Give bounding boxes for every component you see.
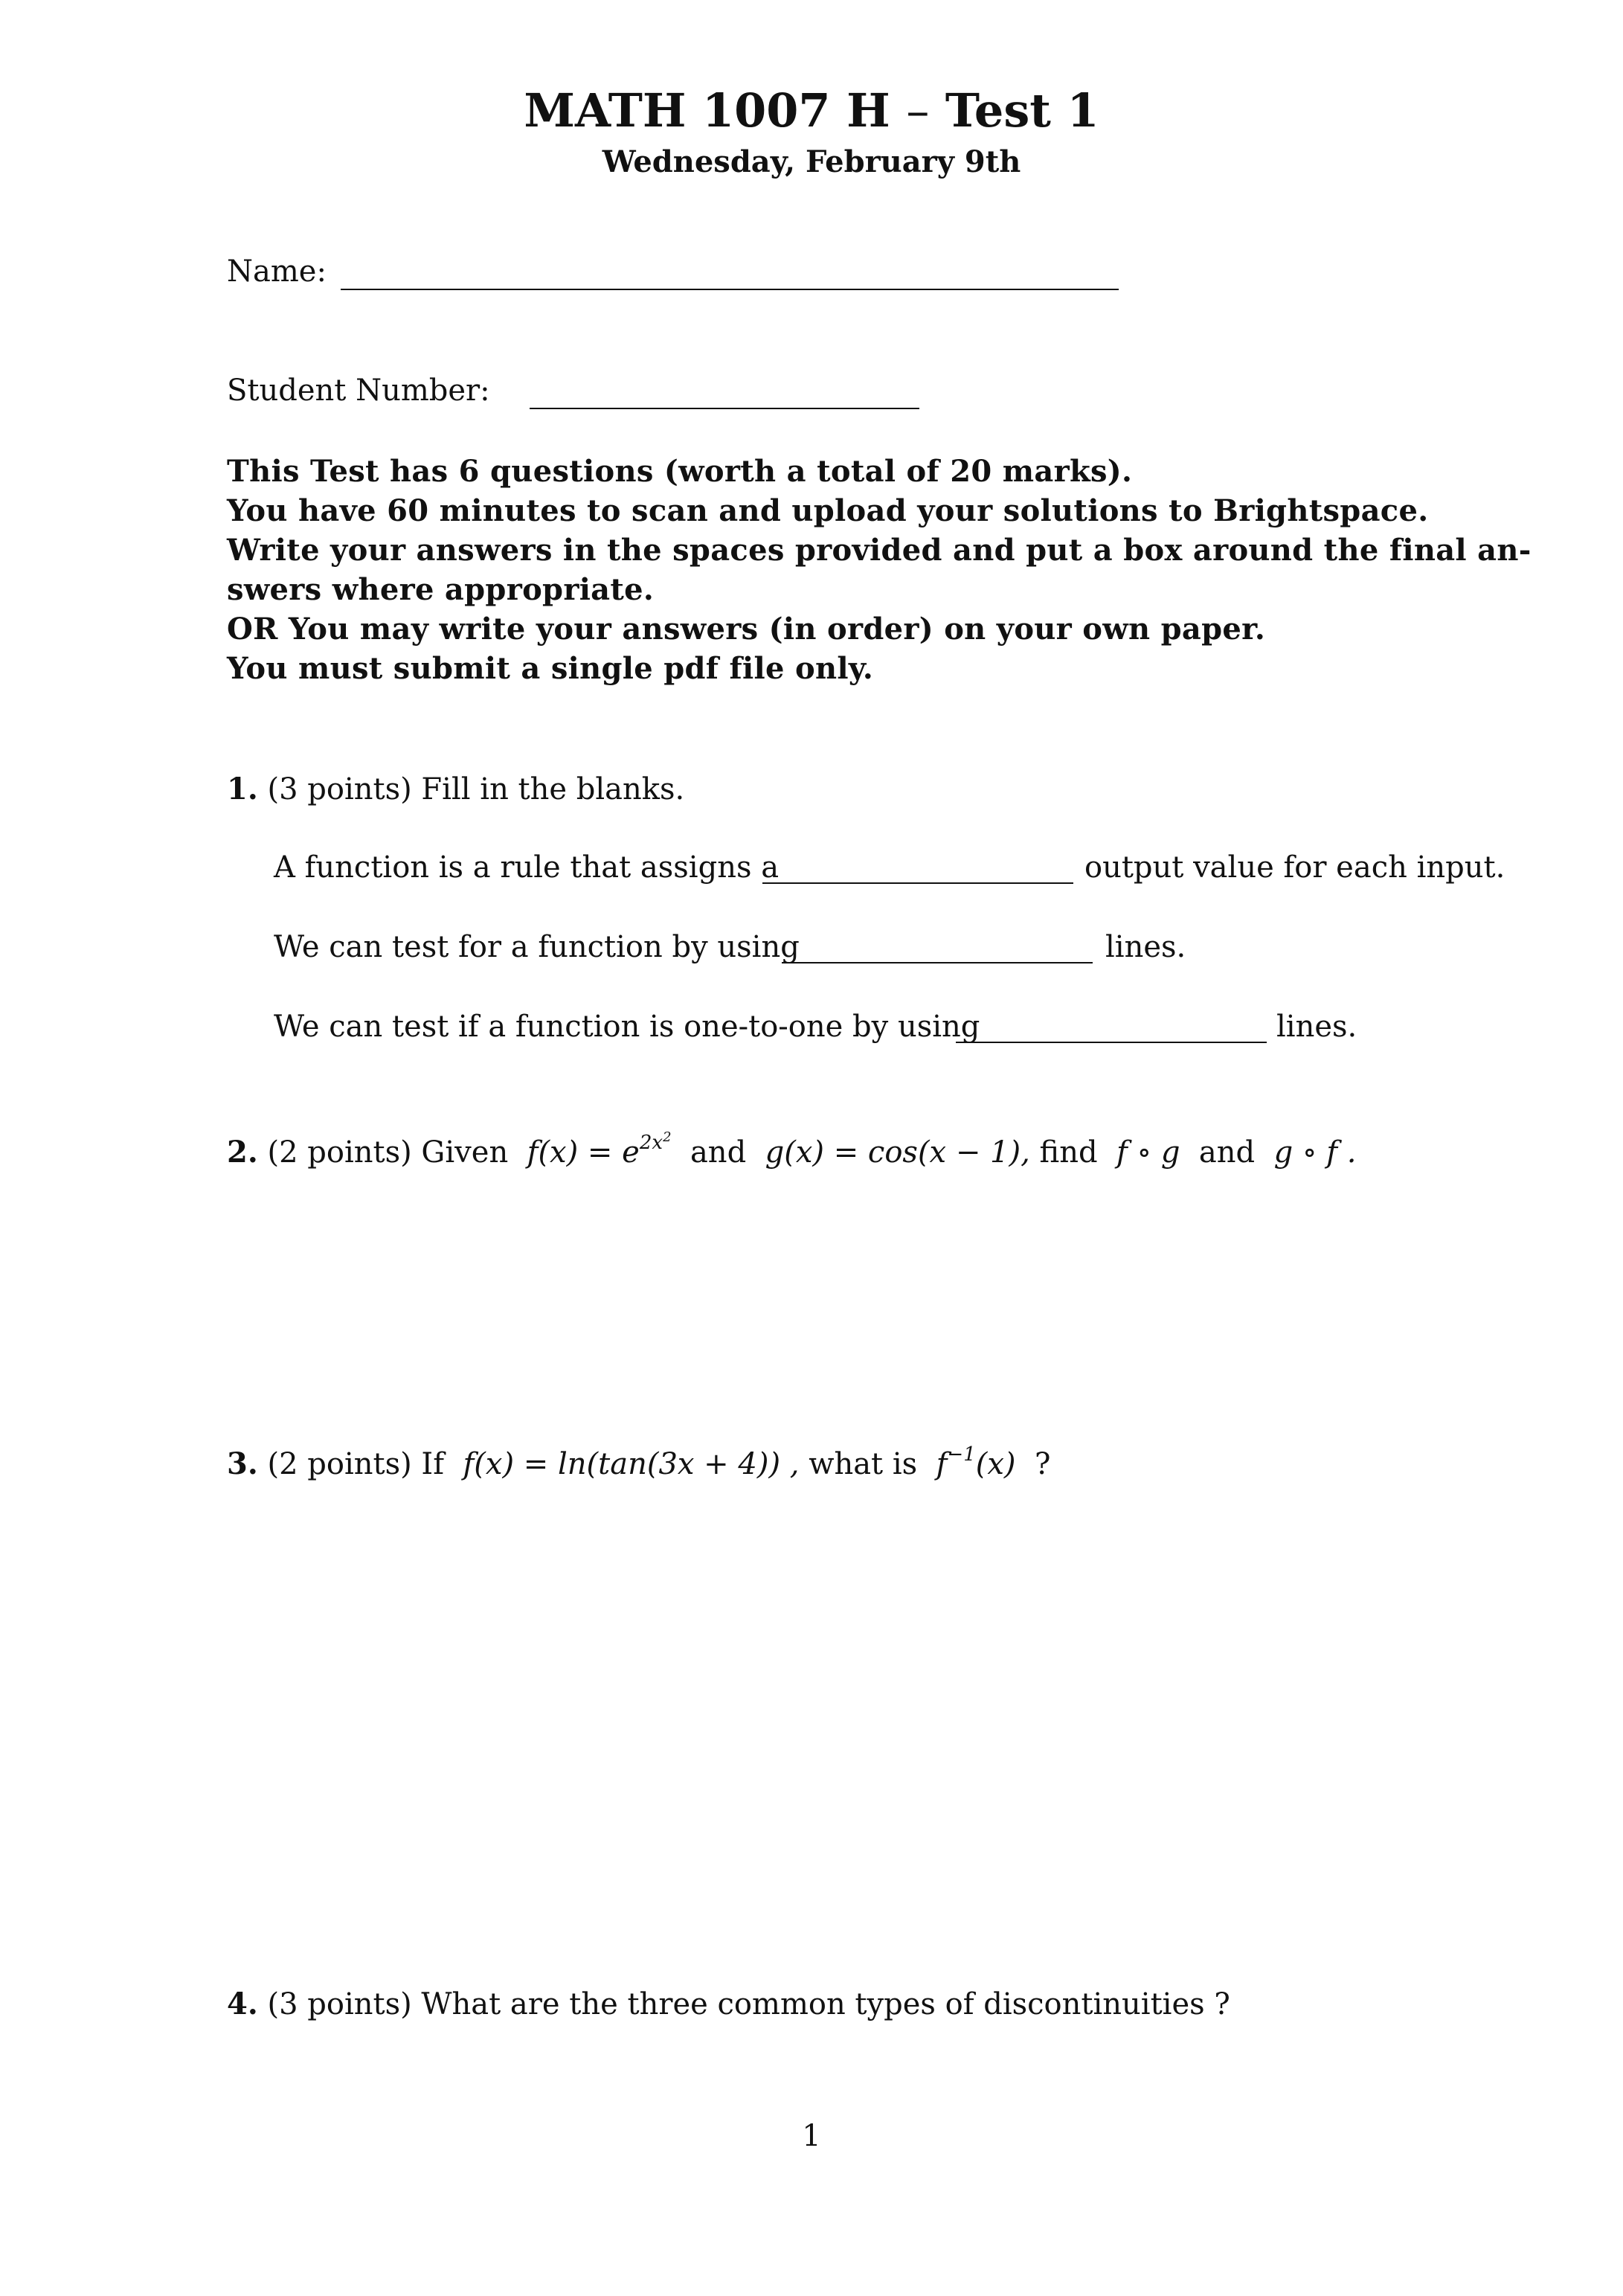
title-dash: – — [906, 83, 930, 138]
blank-1-before: A function is a rule that assigns a — [274, 850, 780, 885]
instruction-line: You must submit a single pdf file only. — [227, 651, 874, 686]
question-2 — [227, 1129, 1356, 1170]
blank-2-after: lines. — [1105, 930, 1186, 964]
blank-1-after: output value for each input. — [1084, 850, 1505, 885]
name-label: Name: — [227, 254, 327, 289]
title-course: MATH 1007 H — [524, 83, 890, 138]
question-points: (3 points) — [267, 1987, 412, 2021]
page-subtitle: Wednesday, February 9th — [602, 144, 1021, 179]
blank-3-after: lines. — [1276, 1010, 1357, 1044]
blank-2-field[interactable] — [782, 962, 1093, 963]
f-definition: f(x) = ln(tan(3x + 4)) , — [463, 1447, 800, 1481]
student-number-field[interactable] — [530, 408, 919, 409]
page-number: 1 — [802, 2119, 821, 2153]
question-given: Given — [421, 1135, 509, 1170]
question-points: (2 points) — [267, 1447, 412, 1481]
conjunction-and: and — [690, 1135, 747, 1170]
question-number: 2. — [227, 1135, 258, 1170]
instruction-line: Write your answers in the spaces provided and put a box around the final an- — [227, 533, 1532, 568]
question-mark: ? — [1034, 1447, 1051, 1481]
student-number-label: Student Number: — [227, 373, 490, 408]
question-text: Fill in the blanks. — [421, 772, 685, 807]
instruction-line: You have 60 minutes to scan and upload your solutions to Brightspace. — [227, 493, 1429, 528]
question-what-is: what is — [809, 1447, 918, 1481]
g-definition: g(x) = cos(x − 1), — [765, 1135, 1030, 1170]
title-test: Test 1 — [945, 83, 1099, 138]
question-3 — [227, 1443, 1050, 1481]
conjunction-and: and — [1198, 1135, 1256, 1170]
composition-g-f: g ∘ f . — [1273, 1135, 1357, 1170]
composition-f-g: f ∘ g — [1116, 1135, 1180, 1170]
question-1 — [227, 772, 684, 807]
f-inverse: $f^{-1}(x)$ — [936, 1443, 1016, 1481]
question-find: find — [1039, 1135, 1098, 1170]
instruction-line: swers where appropriate. — [227, 572, 655, 607]
page-title — [0, 83, 1623, 138]
question-number: 3. — [227, 1446, 258, 1481]
question-text: What are the three common types of discontinuities ? — [421, 1987, 1230, 2021]
blank-3-field[interactable] — [956, 1042, 1267, 1043]
blank-2-before: We can test for a function by using — [274, 930, 800, 964]
question-4 — [227, 1986, 1230, 2021]
question-number: 1. — [227, 772, 258, 807]
question-points: (2 points) — [267, 1135, 412, 1170]
instruction-line: This Test has 6 questions (worth a total of 20 marks). — [227, 454, 1133, 489]
blank-3-before: We can test if a function is one-to-one by using — [274, 1010, 980, 1044]
f-definition: $f(x) = e^{2x^2}$ — [527, 1129, 672, 1170]
instruction-line: OR You may write your answers (in order) on your own paper. — [227, 612, 1266, 647]
blank-1-field[interactable] — [762, 882, 1073, 884]
question-if: If — [421, 1447, 445, 1481]
question-number: 4. — [227, 1986, 258, 2021]
question-points: (3 points) — [267, 772, 412, 807]
name-field[interactable] — [341, 289, 1119, 290]
